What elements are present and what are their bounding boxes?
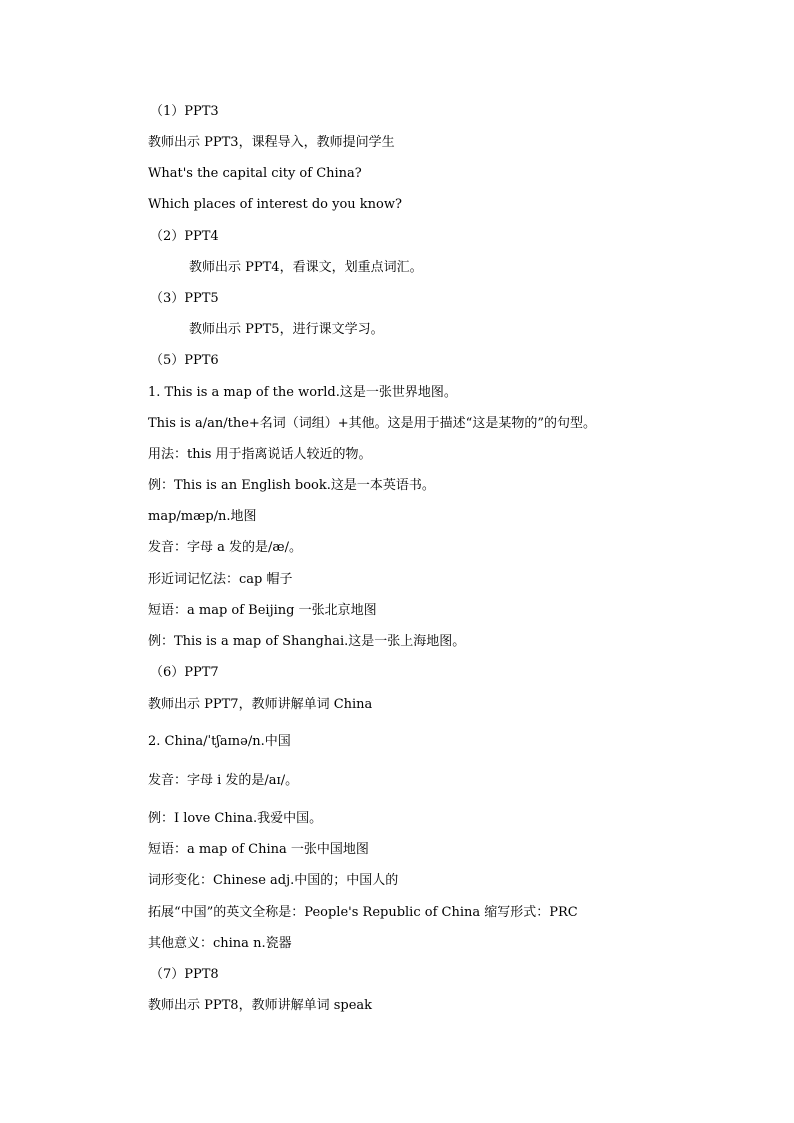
paragraph-line: 短语：a map of Beijing 一张北京地图 bbox=[148, 603, 377, 618]
section-heading-ppt4: （2）PPT4 bbox=[150, 229, 219, 244]
paragraph-line: 用法：this 用于指离说话人较近的物。 bbox=[148, 447, 372, 462]
paragraph-line: This is a/an/the+名词（词组）+其他。这是用于描述“这是某物的”的句型。 bbox=[148, 416, 596, 431]
paragraph-line: 形近词记忆法：cap 帽子 bbox=[148, 572, 293, 587]
paragraph-line: 2. China/ˈtʃaɪnə/n.中国 bbox=[148, 734, 291, 749]
paragraph-line: map/mæp/n.地图 bbox=[148, 509, 257, 524]
paragraph-line: 发音：字母 i 发的是/aɪ/。 bbox=[148, 773, 299, 788]
paragraph-line: 教师出示 PPT7，教师讲解单词 China bbox=[148, 697, 373, 712]
paragraph-line: 发音：字母 a 发的是/æ/。 bbox=[148, 540, 302, 555]
paragraph-line: Which places of interest do you know? bbox=[148, 197, 402, 212]
section-heading-ppt5: （3）PPT5 bbox=[150, 291, 219, 306]
paragraph-line: 例：I love China.我爱中国。 bbox=[148, 811, 323, 826]
section-heading-ppt3: （1）PPT3 bbox=[150, 104, 219, 119]
paragraph-line: 其他意义：china n.瓷器 bbox=[148, 936, 292, 951]
paragraph-line: 拓展“中国”的英文全称是：People's Republic of China 缩写形式：PRC bbox=[148, 905, 578, 920]
section-heading-ppt6: （5）PPT6 bbox=[150, 353, 219, 368]
paragraph-line: 教师出示 PPT3，课程导入，教师提问学生 bbox=[148, 135, 395, 150]
section-heading-ppt7: （6）PPT7 bbox=[150, 665, 219, 680]
section-heading-ppt8: （7）PPT8 bbox=[150, 967, 219, 982]
paragraph-line: 教师出示 PPT8，教师讲解单词 speak bbox=[148, 998, 373, 1013]
paragraph-line: 例：This is a map of Shanghai.这是一张上海地图。 bbox=[148, 634, 466, 649]
paragraph-line: 教师出示 PPT5，进行课文学习。 bbox=[189, 322, 384, 337]
paragraph-line: 例：This is an English book.这是一本英语书。 bbox=[148, 478, 435, 493]
paragraph-line: 短语：a map of China 一张中国地图 bbox=[148, 842, 369, 857]
paragraph-line: 词形变化：Chinese adj.中国的；中国人的 bbox=[148, 873, 399, 888]
paragraph-line: 1. This is a map of the world.这是一张世界地图。 bbox=[148, 385, 457, 400]
paragraph-line: What's the capital city of China? bbox=[148, 166, 362, 181]
paragraph-line: 教师出示 PPT4，看课文，划重点词汇。 bbox=[189, 260, 423, 275]
